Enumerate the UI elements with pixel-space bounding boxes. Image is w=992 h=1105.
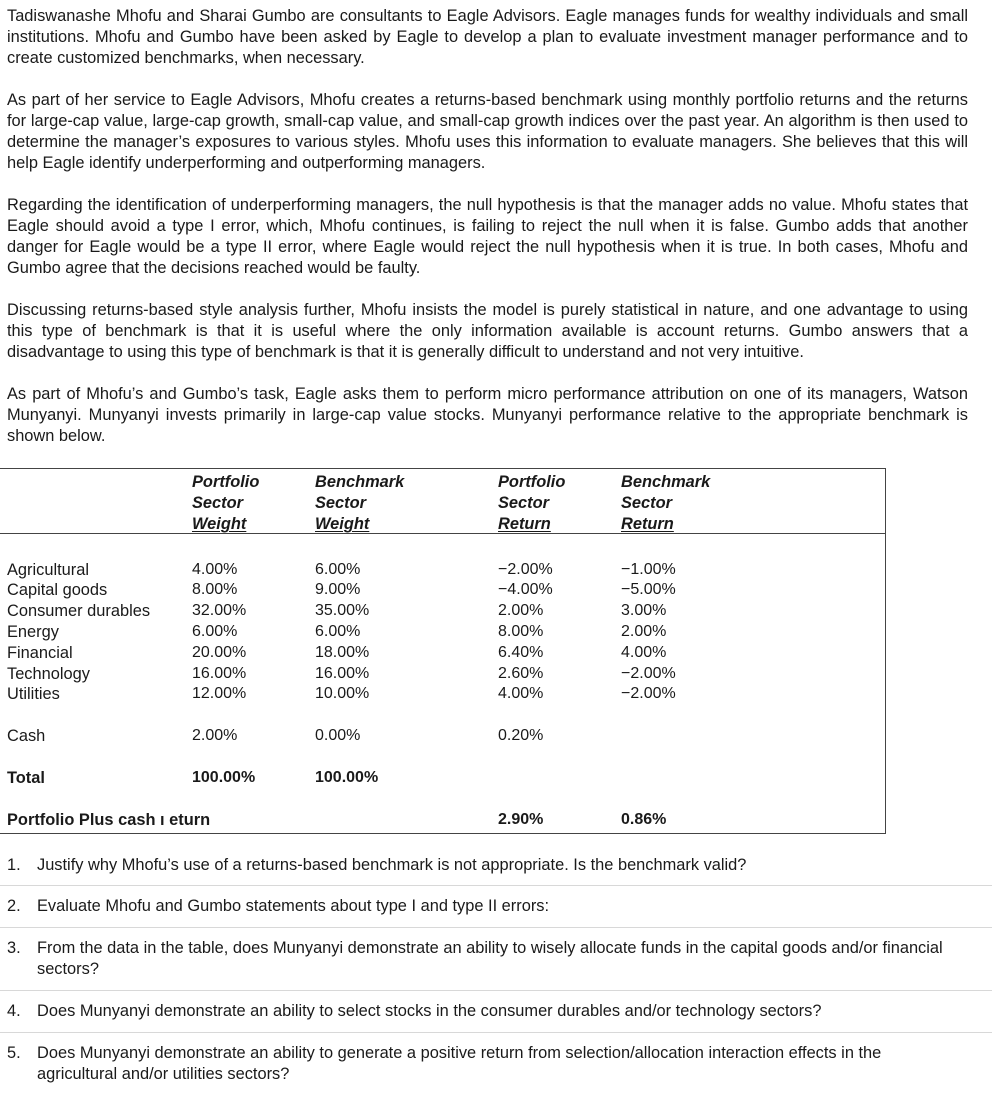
sector-name: Consumer durables [7, 602, 151, 620]
benchmark-return: 4.00% [621, 644, 667, 661]
benchmark-weight: 6.00% [315, 623, 361, 640]
benchmark-weight: 0.00% [315, 727, 361, 744]
question-number: 5. [7, 1044, 21, 1062]
benchmark-weight: 9.00% [315, 581, 361, 598]
portfolio-weight: 32.00% [192, 602, 247, 619]
sector-name: Utilities [7, 685, 60, 703]
total-benchmark-weight: 100.00% [315, 769, 379, 786]
question-text: Does Munyanyi demonstrate an ability to generate a positive return from selection/allocation interaction effects in the agricultural and/or utilities sectors? [37, 1044, 882, 1083]
performance-table [0, 468, 886, 834]
portfolio-return: 0.20% [498, 727, 544, 744]
question-text: From the data in the table, does Munyanyi demonstrate an ability to wisely allocate funds in the capital goods and/or financial sectors? [37, 939, 943, 978]
question-number: 2. [7, 897, 21, 915]
portfolio-weight: 8.00% [192, 581, 238, 598]
question-number: 3. [7, 939, 21, 957]
benchmark-return: −2.00% [621, 665, 676, 682]
benchmark-return: 2.00% [621, 623, 667, 640]
portfolio-return: 8.00% [498, 623, 544, 640]
benchmark-return: −2.00% [621, 685, 676, 702]
intro-paragraph: Tadiswanashe Mhofu and Sharai Gumbo are consultants to Eagle Advisors. Eagle manages funds for wealthy individuals and small institutions. Mhofu and Gumbo have been asked by Eagle to develop a plan to evaluate investment manager performance and to create customized benchmarks, when necessary. [7, 7, 968, 67]
sector-name: Capital goods [7, 581, 108, 599]
total-label: Total [7, 769, 45, 787]
benchmark-weight: 10.00% [315, 685, 370, 702]
portfolio-weight: 20.00% [192, 644, 247, 661]
total-portfolio-weight: 100.00% [192, 769, 256, 786]
sector-name: Agricultural [7, 561, 89, 579]
question-number: 1. [7, 856, 21, 874]
benchmark-weight: 35.00% [315, 602, 370, 619]
portfolio-weight: 4.00% [192, 561, 238, 578]
divider [0, 927, 992, 928]
benchmark-weight: 18.00% [315, 644, 370, 661]
question-text: Justify why Mhofu’s use of a returns-based benchmark is not appropriate. Is the benchmark valid? [37, 856, 747, 874]
portfolio-return: 6.40% [498, 644, 544, 661]
sector-name: Cash [7, 727, 46, 745]
benchmark-total-return: 0.86% [621, 811, 667, 828]
question-text: Evaluate Mhofu and Gumbo statements about type I and type II errors: [37, 897, 550, 915]
header-benchmark-return: Benchmark Sector Return [621, 473, 711, 533]
portfolio-return: 2.00% [498, 602, 544, 619]
benchmark-return: −1.00% [621, 561, 676, 578]
portfolio-weight: 6.00% [192, 623, 238, 640]
portfolio-return: −4.00% [498, 581, 553, 598]
sector-name: Technology [7, 665, 90, 683]
portfolio-weight: 12.00% [192, 685, 247, 702]
divider [0, 885, 992, 886]
benchmark-return: −5.00% [621, 581, 676, 598]
portfolio-weight: 2.00% [192, 727, 238, 744]
portfolio-total-return: 2.90% [498, 811, 544, 828]
portfolio-return: −2.00% [498, 561, 553, 578]
table-header-divider [0, 533, 886, 534]
benchmark-weight: 16.00% [315, 665, 370, 682]
divider [0, 990, 992, 991]
benchmark-paragraph: As part of her service to Eagle Advisors, Mhofu creates a returns-based benchmark using monthly portfolio returns and the returns for large-cap value, large-cap growth, small-cap value, and small-cap growth indices over the past year. An algorithm is then used to determine the manager’s exposures to various styles. Mhofu uses this information to evaluate managers. She believes that this will help Eagle identify underperforming and outperforming managers. [7, 91, 968, 172]
style-analysis-paragraph: Discussing returns-based style analysis further, Mhofu insists the model is purely statistical in nature, and one advantage to using this type of benchmark is that it is useful where the only information available is account returns. Gumbo answers that a disadvantage to using this type of benchmark is that it is generally difficult to understand and not very intuitive. [7, 301, 968, 361]
header-portfolio-weight: Portfolio Sector Weight [192, 473, 260, 533]
divider [0, 1032, 992, 1033]
sector-name: Energy [7, 623, 59, 641]
sector-name: Financial [7, 644, 73, 662]
header-portfolio-return: Portfolio Sector Return [498, 473, 566, 533]
portfolio-return: 4.00% [498, 685, 544, 702]
portfolio-return: 2.60% [498, 665, 544, 682]
benchmark-weight: 6.00% [315, 561, 361, 578]
header-benchmark-weight: Benchmark Sector Weight [315, 473, 405, 533]
plus-cash-label: Portfolio Plus cash ı eturn [7, 811, 211, 829]
attribution-paragraph: As part of Mhofu’s and Gumbo’s task, Eagle asks them to perform micro performance attribution on one of its managers, Watson Munyanyi. Munyanyi invests primarily in large-cap value stocks. Munyanyi performance relative to the appropriate benchmark is shown below. [7, 385, 968, 445]
question-number: 4. [7, 1002, 21, 1020]
question-text: Does Munyanyi demonstrate an ability to select stocks in the consumer durables and/or technology sectors? [37, 1002, 822, 1020]
benchmark-return: 3.00% [621, 602, 667, 619]
hypothesis-paragraph: Regarding the identification of underperforming managers, the null hypothesis is that the manager adds no value. Mhofu states that Eagle should avoid a type I error, which, Mhofu continues, is failing to reject the null when it is false. Gumbo adds that another danger for Eagle would be a type II error, where Eagle would reject the null hypothesis when it is true. In both cases, Mhofu and Gumbo agree that the decisions reached would be faulty. [7, 196, 968, 277]
portfolio-weight: 16.00% [192, 665, 247, 682]
